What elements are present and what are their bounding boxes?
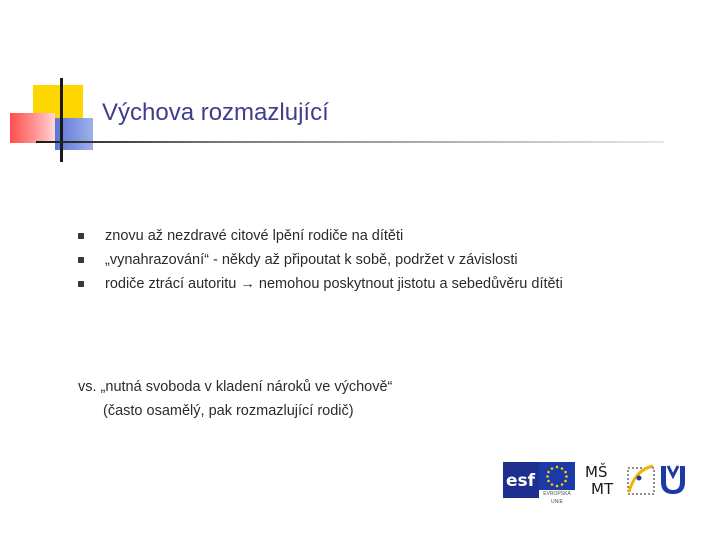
svg-text:MT: MT — [591, 480, 614, 498]
title-underline — [36, 141, 664, 143]
bullet-text: „vynahrazování“ - někdy až připoutat k sobě, podržet v závislosti — [105, 252, 518, 268]
slide-title: Výchova rozmazlující — [102, 99, 329, 126]
svg-text:MŠ: MŠ — [585, 463, 608, 481]
contrast-note — [78, 375, 392, 423]
logo-strip — [503, 462, 687, 505]
msmt-logo — [583, 462, 623, 498]
note-line-2: (často osamělý, pak rozmazlující rodič) — [103, 403, 354, 419]
bullet-text: znovu až nezdravé citové lpění rodiče na dítěti — [105, 228, 404, 244]
ornament-logo — [627, 462, 657, 498]
eu-stars-icon — [539, 462, 575, 490]
esf-logo: esf — [503, 462, 539, 498]
bullet-square-icon — [78, 257, 84, 263]
decor-vertical-line — [60, 78, 63, 162]
bullet-square-icon — [78, 281, 84, 287]
eu-flag-logo: EVROPSKÁ UNIE — [539, 462, 575, 498]
note-line-1: vs. „nutná svoboda v kladení nároků ve výchově“ — [78, 379, 393, 395]
bullet-text: rodiče ztrácí autoritu → nemohou poskytnout jistotu a sebedůvěru dítěti — [105, 276, 563, 292]
mu-university-logo — [659, 462, 687, 498]
bullet-square-icon — [78, 233, 84, 239]
decor-red-square — [10, 113, 55, 143]
